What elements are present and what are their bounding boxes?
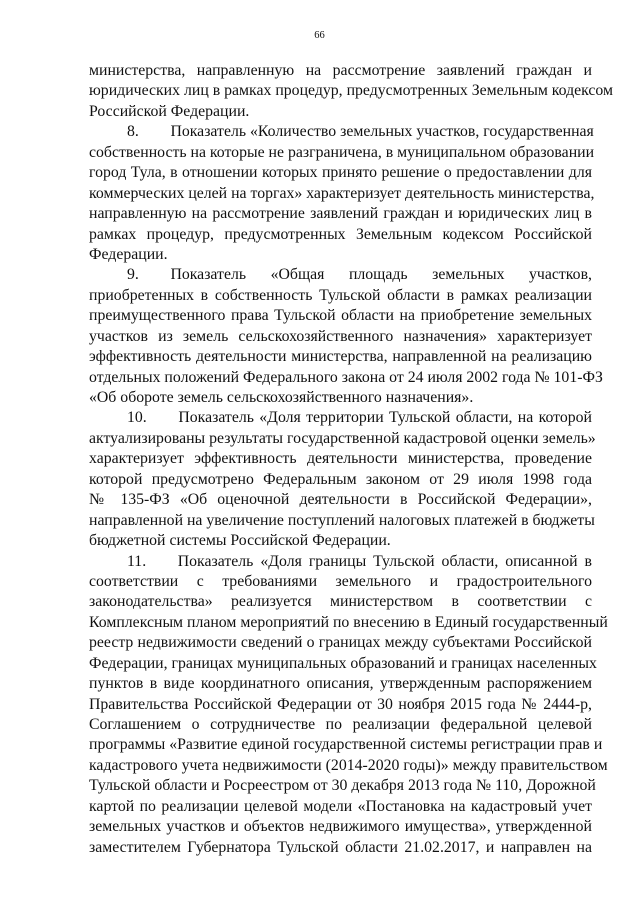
text-line: программы «Развитие единой государственной системы регистрации прав и [89, 736, 603, 754]
text-line: которой предусмотрено Федеральным законом от 29 июля 1998 года [89, 470, 592, 488]
text-line: Тульской области и Росреестром от 30 декабря 2013 года № 110, Дорожной [89, 777, 596, 795]
text-line: 11. Показатель «Доля границы Тульской области, описанной в [127, 552, 592, 570]
text-line: приобретенных в собственность Тульской области в рамках реализации [89, 286, 592, 304]
text-line: Федерации, границах муниципальных образований и границах населенных [89, 654, 597, 672]
body-text [89, 61, 614, 858]
text-line: Российской Федерации. [89, 102, 250, 120]
text-line: Федерации. [89, 245, 168, 263]
text-line: 8. Показатель «Количество земельных участков, государственная [127, 123, 594, 141]
text-line: направленной на увеличение поступлений налоговых платежей в бюджеты [89, 511, 595, 529]
text-line: город Тула, в отношении которых принято решение о предоставлении для [89, 164, 592, 182]
text-line: эффективность деятельности министерства, направленной на реализацию [89, 348, 592, 366]
text-line: 10. Показатель «Доля территории Тульской области, на которой [127, 409, 592, 427]
text-line: участков из земель сельскохозяйственного назначения» характеризует [89, 327, 592, 345]
page-number: 66 [314, 30, 325, 41]
text-line: направленную на рассмотрение заявлений граждан и юридических лиц в [89, 205, 592, 223]
text-line: юридических лиц в рамках процедур, предусмотренных Земельным кодексом [89, 82, 614, 100]
text-line: Комплексным планом мероприятий по внесению в Единый государственный [89, 613, 608, 631]
text-line: министерства, направленную на рассмотрение заявлений граждан и [89, 62, 592, 79]
text-line: собственность на которые не разграничена, в муниципальном образовании [89, 143, 595, 161]
text-line: законодательства» реализуется министерством в соответствии с [89, 593, 592, 611]
text-line: бюджетной системы Российской Федерации. [89, 532, 391, 550]
text-line: Правительства Российской Федерации от 30 ноября 2015 года № 2444-р, [89, 695, 592, 713]
text-line: картой по реализации целевой модели «Постановка на кадастровый учет [89, 797, 592, 815]
text-line: заместителем Губернатора Тульской области 21.02.2017, и направлен на [89, 838, 592, 856]
text-line: 9. Показатель «Общая площадь земельных участков, [127, 266, 592, 284]
text-line: коммерческих целей на торгах» характеризует деятельность министерства, [89, 184, 595, 202]
text-line: соответствии с требованиями земельного и градостроительного [89, 572, 592, 590]
text-line: реестр недвижимости сведений о границах между субъектами Российской [89, 634, 592, 652]
text-line: кадастрового учета недвижимости (2014-2020 годы)» между правительством [89, 756, 608, 774]
text-line: актуализированы результаты государственной кадастровой оценки земель» [89, 429, 596, 447]
text-line: пунктов в виде координатного описания, утвержденным распоряжением [89, 675, 592, 693]
text-line: рамках процедур, предусмотренных Земельным кодексом Российской [89, 225, 592, 243]
text-line: земельных участков и объектов недвижимого имущества», утвержденной [89, 818, 592, 836]
text-line: отдельных положений Федерального закона от 24 июля 2002 года № 101-ФЗ [89, 368, 603, 386]
text-line: «Об обороте земель сельскохозяйственного назначения». [89, 389, 474, 406]
text-line: № 135-ФЗ «Об оценочной деятельности в Российской Федерации», [89, 491, 592, 509]
text-line: Соглашением о сотрудничестве по реализации федеральной целевой [89, 716, 592, 733]
text-line: преимущественного права Тульской области на приобретение земельных [89, 307, 592, 325]
text-line: характеризует эффективность деятельности министерства, проведение [89, 450, 592, 468]
